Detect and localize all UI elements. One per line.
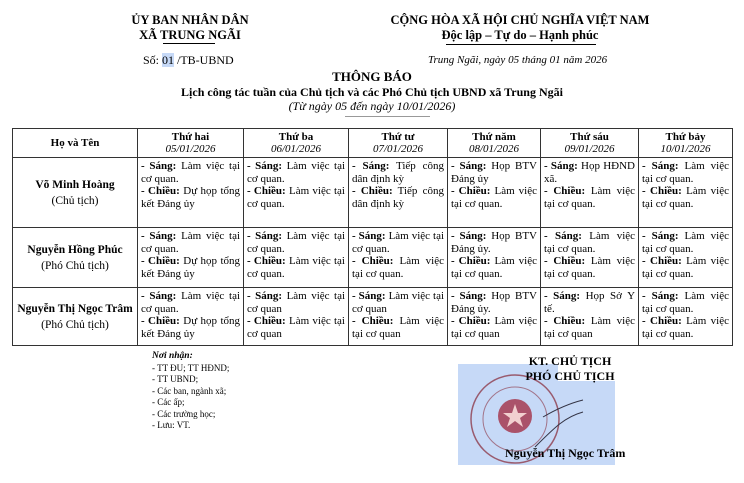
official-cell: Võ Minh Hoàng (Chủ tịch) xyxy=(13,158,138,228)
schedule-cell: - Sáng: Làm việc tại cơ quan. - Chiều: Làm việc tại cơ quan. xyxy=(349,228,448,288)
number-value-selected[interactable]: 01 xyxy=(162,53,175,67)
table-row xyxy=(13,228,733,288)
document-number: Số: 01 /TB-UBND xyxy=(143,53,234,67)
header-day: Thứ năm 08/01/2026 xyxy=(448,129,541,158)
recipient-item: - Các ấp; xyxy=(152,397,185,407)
schedule-cell: - Sáng: Họp BTV Đảng ủy. - Chiều: Làm việc tại cơ quan. xyxy=(448,228,541,288)
schedule-cell: - Sáng: Làm việc tại cơ quan. - Chiều: Làm việc tại cơ quan. xyxy=(244,228,349,288)
schedule-cell: - Sáng: Họp BTV Đảng ủy. - Chiều: Làm việc tại cơ quan xyxy=(448,288,541,346)
schedule-cell: - Sáng: Tiếp công dân định kỳ - Chiều: Tiếp công dân định kỳ xyxy=(349,158,448,228)
schedule-cell: - Sáng: Làm việc tại cơ quan. - Chiều: Làm việc tại cơ quan. xyxy=(639,158,733,228)
recipient-item: - Lưu: VT. xyxy=(152,420,191,430)
org-line1: ỦY BAN NHÂN DÂN xyxy=(131,13,249,27)
schedule-table xyxy=(12,128,733,346)
schedule-cell: - Sáng: Làm việc tại cơ quan. - Chiều: Dự họp tổng kết Đảng ủy xyxy=(138,288,244,346)
schedule-cell: - Sáng: Làm việc tại cơ quan. - Chiều: Dự họp tổng kết Đảng ủy xyxy=(138,158,244,228)
recipient-item: - TT UBND; xyxy=(152,374,199,384)
notice-subtitle: Lịch công tác tuần của Chủ tịch và các Phó Chủ tịch UBND xã Trung Ngãi xyxy=(181,85,563,99)
notice-title: THÔNG BÁO xyxy=(332,69,412,84)
header-day: Thứ tư 07/01/2026 xyxy=(349,129,448,158)
recipient-item: - Các ban, ngành xã; xyxy=(152,385,227,396)
nation-line1: CỘNG HÒA XÃ HỘI CHỦ NGHĨA VIỆT NAM xyxy=(390,13,650,27)
official-cell: Nguyễn Hồng Phúc (Phó Chủ tịch) xyxy=(13,228,138,288)
schedule-cell: - Sáng: Làm việc tại cơ quan. - Chiều: Làm việc tại cơ quan. xyxy=(639,288,733,346)
header-day: Thứ sáu 09/01/2026 xyxy=(541,129,639,158)
recipients-title: Nơi nhận: xyxy=(152,351,193,361)
recipients xyxy=(152,351,229,432)
official-cell: Nguyễn Thị Ngọc Trâm (Phó Chủ tịch) xyxy=(13,288,138,346)
table-row xyxy=(13,288,733,346)
place-date: Trung Ngãi, ngày 05 tháng 01 năm 2026 xyxy=(428,54,608,66)
org-line2: XÃ TRUNG NGÃI xyxy=(139,28,241,42)
signer-name: Nguyễn Thị Ngọc Trâm xyxy=(505,446,626,460)
signature-block: KT. CHỦ TỊCH PHÓ CHỦ TỊCH xyxy=(525,354,615,383)
schedule-cell: - Sáng: Làm việc tại cơ quan - Chiều: Làm việc tại cơ quan xyxy=(349,288,448,346)
schedule-cell: - Sáng: Làm việc tại cơ quan. - Chiều: Làm việc tại cơ quan. xyxy=(639,228,733,288)
recipient-item: - TT ĐU; TT HĐND; xyxy=(152,362,230,373)
nation-motto: Độc lập – Tự do – Hạnh phúc xyxy=(441,28,599,42)
schedule-cell: - Sáng: Họp Sở Y tế. - Chiều: Làm việc tại cơ quan xyxy=(541,288,639,346)
recipient-item: - Các trường học; xyxy=(152,408,216,419)
schedule-cell: - Sáng: Họp BTV Đảng ủy - Chiều: Làm việc tại cơ quan. xyxy=(448,158,541,228)
schedule-cell: - Sáng: Làm việc tại cơ quan. - Chiều: Làm việc tại cơ quan. xyxy=(244,158,349,228)
schedule-cell: - Sáng: Làm việc tại cơ quan. - Chiều: Làm việc tại cơ quan. xyxy=(541,228,639,288)
schedule-cell: - Sáng: Họp HĐND xã. - Chiều: Làm việc tại cơ quan. xyxy=(541,158,639,228)
header-day: Thứ hai 05/01/2026 xyxy=(138,129,244,158)
header-day: Thứ bảy 10/01/2026 xyxy=(639,129,733,158)
org-header xyxy=(110,13,270,43)
schedule-cell: - Sáng: Làm việc tại cơ quan. - Chiều: Dự họp tổng kết Đảng ủy xyxy=(138,228,244,288)
nation-header xyxy=(385,13,655,43)
schedule-cell: - Sáng: Làm việc tại cơ quan - Chiều: Làm việc tại cơ quan xyxy=(244,288,349,346)
header-name: Họ và Tên xyxy=(13,129,138,158)
header-day: Thứ ba 06/01/2026 xyxy=(244,129,349,158)
date-range: (Từ ngày 05 đến ngày 10/01/2026) xyxy=(288,99,456,113)
table-row xyxy=(13,158,733,228)
